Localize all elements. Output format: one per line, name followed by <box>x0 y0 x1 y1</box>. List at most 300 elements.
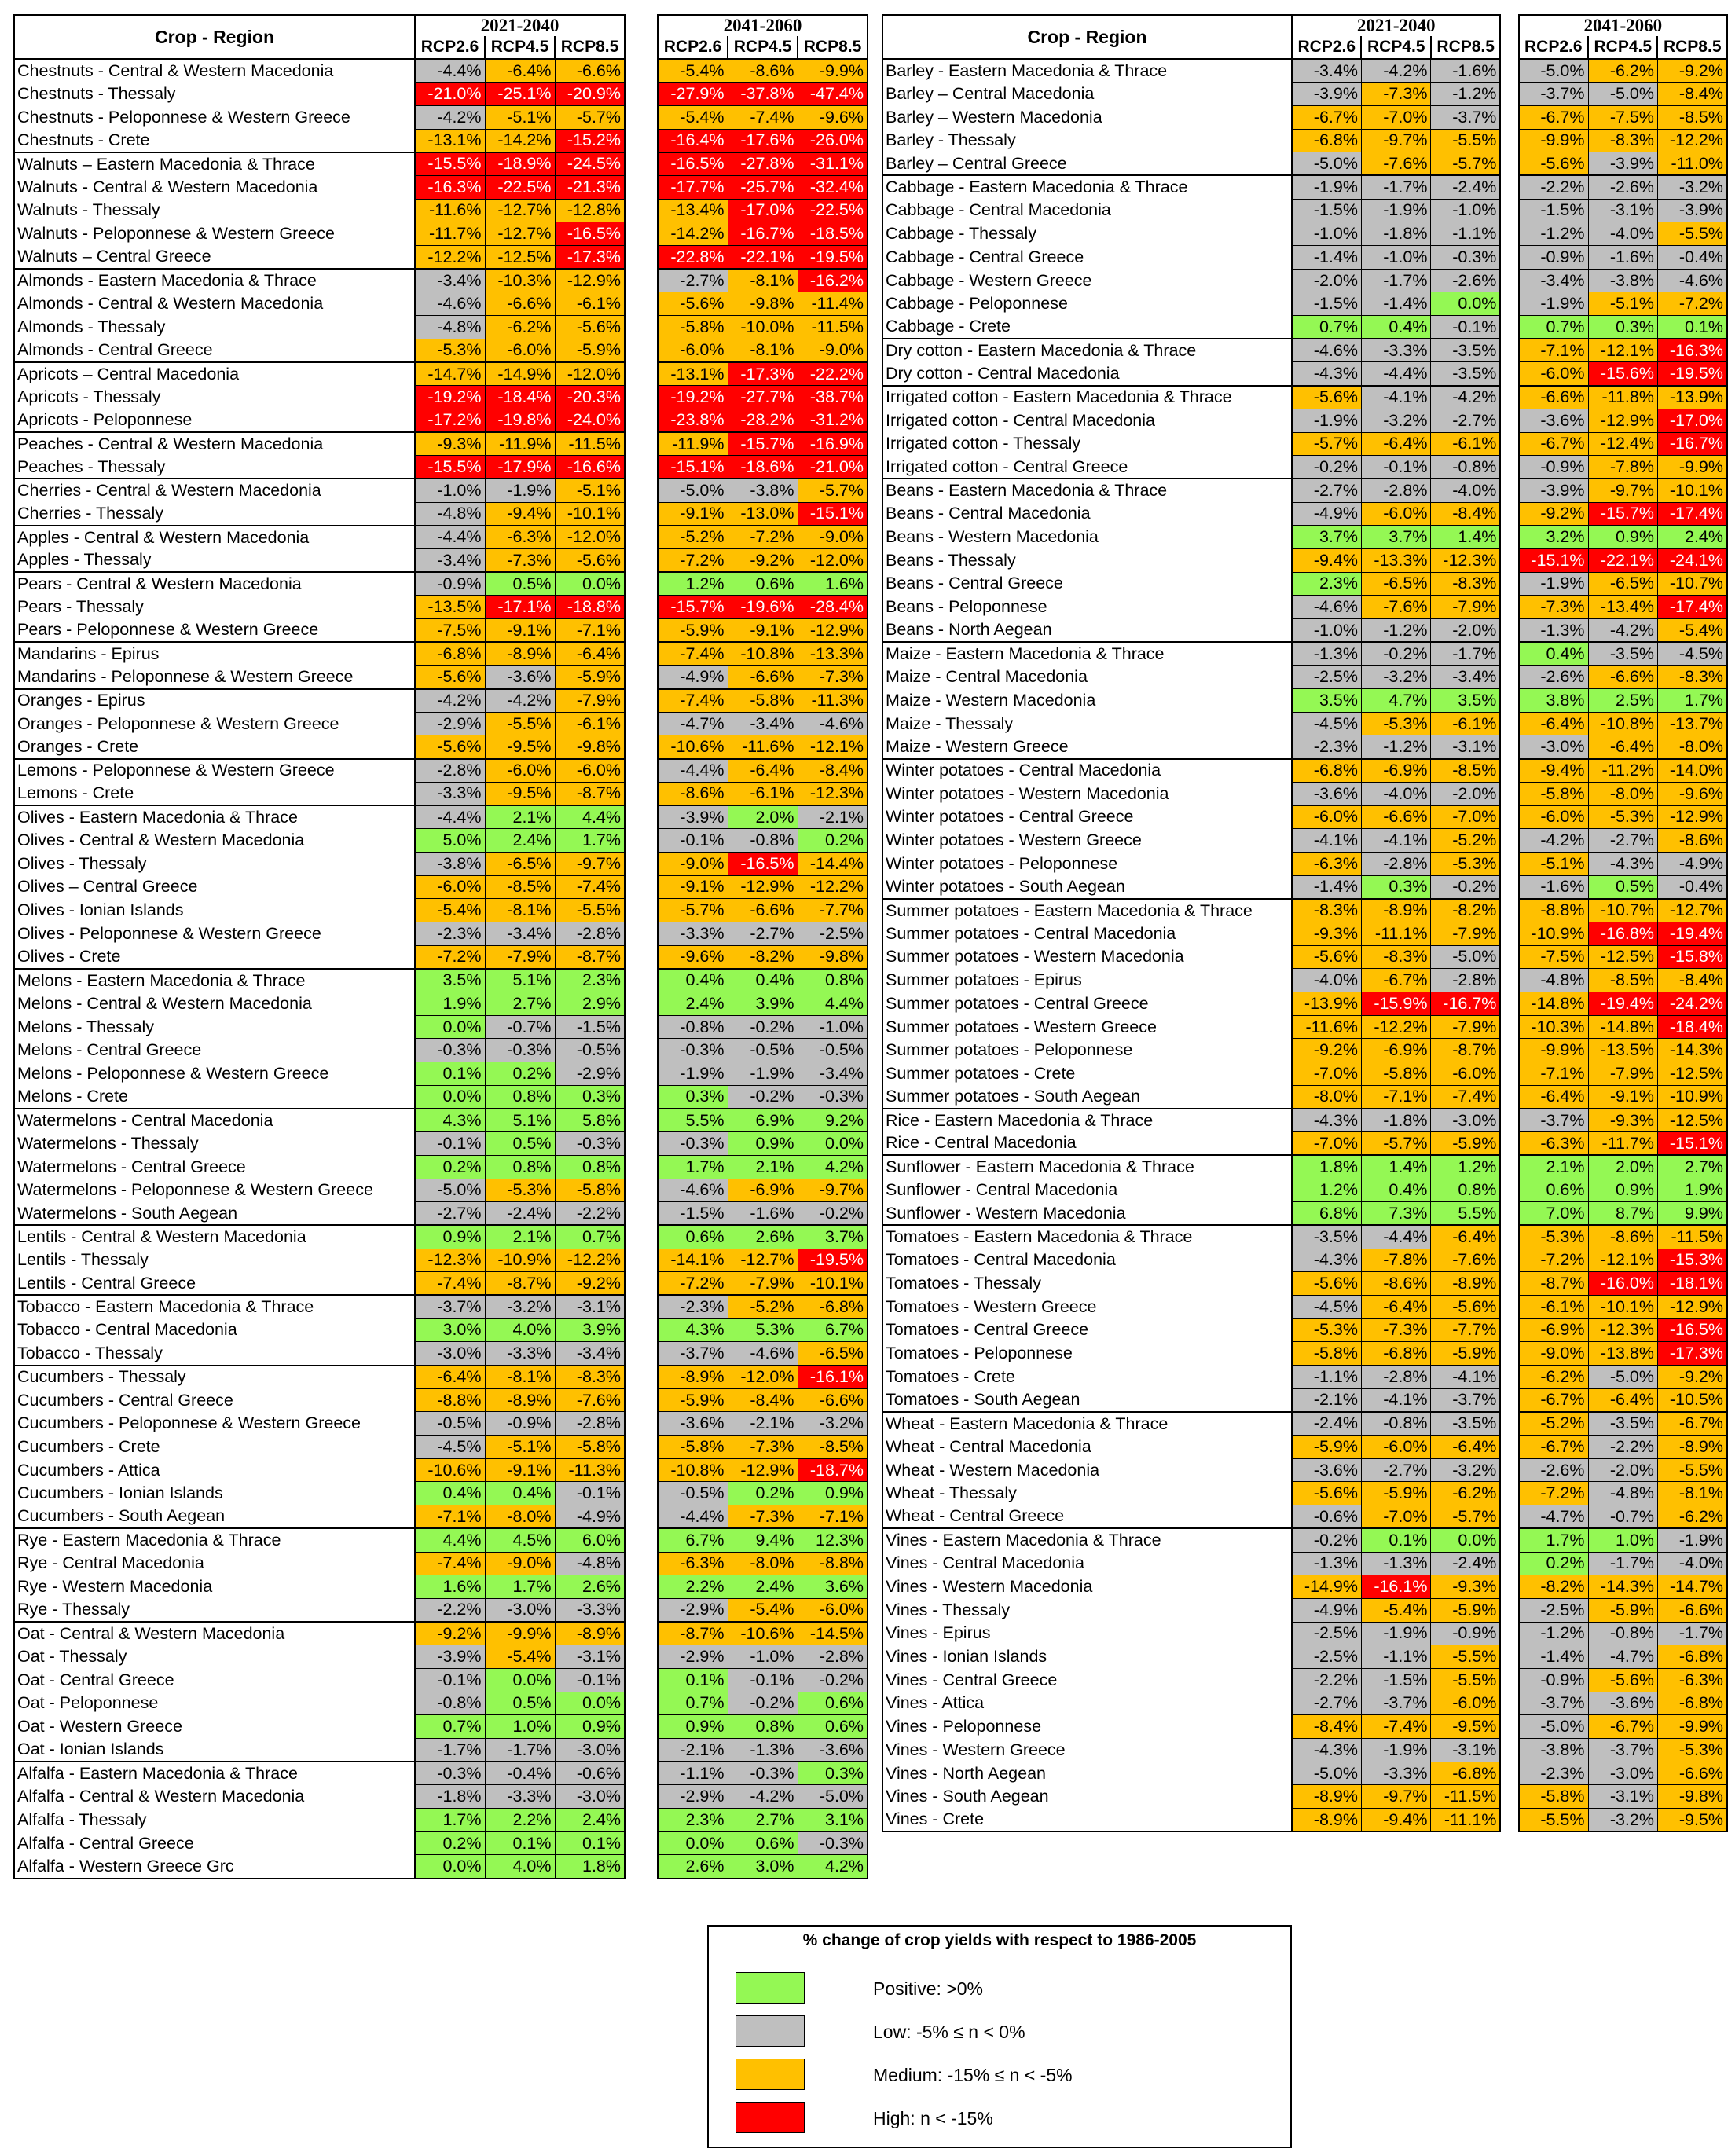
value-cell: 3.1% <box>798 1809 868 1832</box>
value-cell: -19.5% <box>1657 362 1727 386</box>
value-cell: -8.6% <box>1657 829 1727 852</box>
value-cell: -15.1% <box>658 456 728 479</box>
value-cell: 6.7% <box>798 1318 868 1342</box>
value-cell: -16.5% <box>1657 1318 1727 1342</box>
value-cell: -5.9% <box>1431 1598 1500 1622</box>
value-cell: -7.2% <box>728 526 798 549</box>
value-cell: -5.1% <box>485 1436 555 1459</box>
value-cell: -7.3% <box>1361 82 1430 106</box>
value-cell: -3.7% <box>1361 1692 1430 1715</box>
crop-region-cell: Summer potatoes - Peloponnese <box>882 1039 1292 1062</box>
table-row <box>882 1132 1727 1156</box>
value-cell: -9.1% <box>485 619 555 643</box>
value-cell: 0.2% <box>728 1482 798 1505</box>
value-cell: -9.2% <box>555 1272 625 1296</box>
value-cell: -16.3% <box>415 175 485 199</box>
rcp-header: RCP4.5 <box>728 36 798 59</box>
value-cell: 0.2% <box>415 1155 485 1179</box>
value-cell: -3.6% <box>1292 1458 1361 1482</box>
value-cell: -15.5% <box>415 456 485 479</box>
value-cell: 3.5% <box>415 969 485 992</box>
value-cell: -1.9% <box>1292 409 1361 432</box>
value-cell: 0.2% <box>1519 1552 1588 1575</box>
value-cell: -12.5% <box>1657 1062 1727 1086</box>
value-cell: -16.4% <box>658 129 728 152</box>
crop-region-cell: Almonds - Eastern Macedonia & Thrace <box>14 269 415 292</box>
value-cell: 3.6% <box>798 1575 868 1599</box>
value-cell: -25.1% <box>485 82 555 106</box>
value-cell: 2.4% <box>728 1575 798 1599</box>
value-cell: -5.5% <box>555 899 625 922</box>
value-cell: -7.4% <box>658 689 728 713</box>
crop-region-cell: Cucumbers - Central Greece <box>14 1388 415 1412</box>
value-cell: -4.5% <box>1292 712 1361 735</box>
value-cell: -4.6% <box>1292 596 1361 619</box>
legend-title: % change of crop yields with respect to 1986-2005 <box>802 1931 1197 1949</box>
table-row <box>14 82 868 106</box>
value-cell: -12.8% <box>555 199 625 222</box>
value-cell: -1.4% <box>1519 1645 1588 1669</box>
value-cell: -11.1% <box>1361 922 1430 945</box>
value-cell: -8.1% <box>485 1366 555 1389</box>
value-cell: -19.2% <box>415 386 485 409</box>
crop-region-cell: Tomatoes - Eastern Macedonia & Thrace <box>882 1225 1292 1248</box>
value-cell: -10.9% <box>1519 922 1588 945</box>
value-cell: -9.4% <box>1292 548 1361 572</box>
value-cell: 0.9% <box>555 1715 625 1739</box>
crop-region-cell: Wheat - Eastern Macedonia & Thrace <box>882 1412 1292 1436</box>
value-cell: -4.3% <box>1292 1739 1361 1762</box>
value-cell: -14.9% <box>485 362 555 386</box>
table-row <box>882 1342 1727 1366</box>
value-cell: -11.7% <box>415 222 485 246</box>
crop-region-cell: Rice - Eastern Macedonia & Thrace <box>882 1109 1292 1132</box>
value-cell: 0.8% <box>555 1155 625 1179</box>
value-cell: -17.6% <box>728 129 798 152</box>
value-cell: -6.6% <box>1361 805 1430 829</box>
value-cell: -5.3% <box>1519 1225 1588 1248</box>
value-cell: -13.4% <box>658 199 728 222</box>
value-cell: -6.0% <box>485 759 555 783</box>
value-cell: -5.7% <box>1431 1505 1500 1529</box>
value-cell: -8.2% <box>728 945 798 969</box>
value-cell: 0.9% <box>415 1225 485 1248</box>
crop-region-cell: Alfalfa - Western Greece Grc <box>14 1855 415 1879</box>
crop-region-cell: Summer potatoes - Western Macedonia <box>882 945 1292 969</box>
value-cell: -5.4% <box>658 59 728 82</box>
table-row <box>14 1132 868 1156</box>
value-cell: -16.7% <box>1657 432 1727 456</box>
crop-region-cell: Oranges - Crete <box>14 735 415 759</box>
value-cell: -6.0% <box>1519 805 1588 829</box>
value-cell: -5.7% <box>658 899 728 922</box>
value-cell: -16.7% <box>728 222 798 246</box>
rcp-header: RCP8.5 <box>798 36 868 59</box>
value-cell: -4.1% <box>1361 1388 1430 1412</box>
value-cell: 0.5% <box>485 572 555 596</box>
value-cell: 12.3% <box>798 1528 868 1552</box>
table-row <box>882 875 1727 899</box>
value-cell: -1.9% <box>1519 292 1588 316</box>
value-cell: -2.0% <box>1588 1458 1657 1482</box>
crop-region-cell: Melons - Central Greece <box>14 1039 415 1062</box>
value-cell: -0.8% <box>415 1692 485 1715</box>
value-cell: -10.8% <box>658 1458 728 1482</box>
table-row <box>14 316 868 339</box>
value-cell: -8.5% <box>798 1436 868 1459</box>
legend-swatch-positive <box>736 1972 805 2004</box>
value-cell: -5.8% <box>658 1436 728 1459</box>
value-cell: -19.6% <box>728 596 798 619</box>
value-cell: -7.1% <box>1361 1085 1430 1109</box>
value-cell: -38.7% <box>798 386 868 409</box>
value-cell: -2.5% <box>1519 1598 1588 1622</box>
value-cell: -12.2% <box>798 875 868 899</box>
value-cell: -11.5% <box>555 432 625 456</box>
value-cell: -6.6% <box>485 292 555 316</box>
table-row <box>882 852 1727 875</box>
value-cell: -7.4% <box>658 642 728 666</box>
value-cell: 2.6% <box>555 1575 625 1599</box>
value-cell: -17.3% <box>555 246 625 270</box>
crop-region-cell: Tomatoes - Thessaly <box>882 1272 1292 1296</box>
value-cell: 9.2% <box>798 1109 868 1132</box>
value-cell: -1.3% <box>1519 619 1588 643</box>
crop-region-cell: Summer potatoes - Western Greece <box>882 1015 1292 1039</box>
value-cell: -6.4% <box>485 59 555 82</box>
value-cell: -13.3% <box>798 642 868 666</box>
value-cell: -12.7% <box>485 222 555 246</box>
value-cell: 4.7% <box>1361 689 1430 713</box>
value-cell: -20.3% <box>555 386 625 409</box>
value-cell: -2.9% <box>415 712 485 735</box>
table-row <box>882 269 1727 292</box>
table-row <box>14 969 868 992</box>
value-cell: -13.5% <box>1588 1039 1657 1062</box>
crop-region-cell: Tomatoes - Crete <box>882 1366 1292 1389</box>
value-cell: -4.0% <box>1588 222 1657 246</box>
value-cell: 0.3% <box>658 1085 728 1109</box>
crop-region-cell: Beans - Western Macedonia <box>882 526 1292 549</box>
value-cell: -24.1% <box>1657 548 1727 572</box>
value-cell: -1.9% <box>1361 1622 1430 1645</box>
value-cell: 0.0% <box>1431 292 1500 316</box>
value-cell: -6.0% <box>1292 805 1361 829</box>
value-cell: -8.1% <box>728 339 798 362</box>
value-cell: -3.1% <box>1588 1785 1657 1809</box>
value-cell: -5.7% <box>1292 432 1361 456</box>
crop-region-cell: Oat - Ionian Islands <box>14 1739 415 1762</box>
value-cell: -9.5% <box>1431 1715 1500 1739</box>
value-cell: -11.0% <box>1657 152 1727 176</box>
crop-region-cell: Wheat - Central Macedonia <box>882 1436 1292 1459</box>
value-cell: -4.4% <box>658 1505 728 1529</box>
value-cell: -16.5% <box>555 222 625 246</box>
value-cell: -9.7% <box>798 1179 868 1202</box>
value-cell: -4.6% <box>1657 269 1727 292</box>
table-row <box>882 1295 1727 1318</box>
value-cell: -11.9% <box>485 432 555 456</box>
table-row <box>14 1739 868 1762</box>
value-cell: -10.6% <box>415 1458 485 1482</box>
value-cell: -3.6% <box>485 666 555 689</box>
value-cell: -3.6% <box>798 1739 868 1762</box>
value-cell: -9.4% <box>1361 1809 1430 1832</box>
value-cell: 0.9% <box>1588 526 1657 549</box>
value-cell: -9.1% <box>658 875 728 899</box>
value-cell: -8.9% <box>1292 1785 1361 1809</box>
value-cell: -9.7% <box>1361 129 1430 152</box>
table-row <box>14 899 868 922</box>
table-row <box>882 1692 1727 1715</box>
value-cell: 0.6% <box>798 1715 868 1739</box>
value-cell: -6.7% <box>1292 105 1361 129</box>
value-cell: -7.8% <box>1361 1248 1430 1272</box>
table-row <box>882 152 1727 176</box>
value-cell: 7.0% <box>1519 1202 1588 1226</box>
value-cell: -6.4% <box>1361 432 1430 456</box>
value-cell: -10.1% <box>1588 1295 1657 1318</box>
value-cell: 5.8% <box>555 1109 625 1132</box>
table-row <box>882 805 1727 829</box>
rcp-header: RCP4.5 <box>485 36 555 59</box>
value-cell: -8.6% <box>1588 1225 1657 1248</box>
crop-region-cell: Walnuts – Eastern Macedonia & Thrace <box>14 152 415 176</box>
value-cell: -2.7% <box>1588 829 1657 852</box>
value-cell: -32.4% <box>798 175 868 199</box>
value-cell: -7.4% <box>1431 1085 1500 1109</box>
value-cell: 3.5% <box>1292 689 1361 713</box>
value-cell: -5.0% <box>1519 1715 1588 1739</box>
table-row <box>882 666 1727 689</box>
value-cell: -6.0% <box>1519 362 1588 386</box>
value-cell: -12.2% <box>555 1248 625 1272</box>
value-cell: -0.3% <box>798 1832 868 1855</box>
crop-region-cell: Vines - North Aegean <box>882 1762 1292 1785</box>
value-cell: -2.6% <box>1431 269 1500 292</box>
table-row <box>14 1318 868 1342</box>
crop-region-cell: Barley – Central Macedonia <box>882 82 1292 106</box>
value-cell: 1.9% <box>415 992 485 1016</box>
value-cell: -4.3% <box>1292 1248 1361 1272</box>
value-cell: -0.2% <box>1431 875 1500 899</box>
value-cell: -9.8% <box>1657 1785 1727 1809</box>
crop-region-cell: Tomatoes - South Aegean <box>882 1388 1292 1412</box>
value-cell: -7.9% <box>1431 1015 1500 1039</box>
value-cell: -10.3% <box>485 269 555 292</box>
value-cell: 0.4% <box>415 1482 485 1505</box>
value-cell: -8.0% <box>1292 1085 1361 1109</box>
table-row <box>14 642 868 666</box>
value-cell: -6.8% <box>1292 759 1361 783</box>
crop-region-cell: Tomatoes - Western Greece <box>882 1295 1292 1318</box>
value-cell: -2.9% <box>555 1062 625 1086</box>
value-cell: -19.5% <box>798 1248 868 1272</box>
value-cell: -12.2% <box>415 246 485 270</box>
value-cell: -4.4% <box>1361 1225 1430 1248</box>
crop-region-cell: Maize - Central Macedonia <box>882 666 1292 689</box>
value-cell: -11.8% <box>1588 386 1657 409</box>
table-row <box>882 1482 1727 1505</box>
value-cell: 4.2% <box>798 1855 868 1879</box>
value-cell: -0.2% <box>728 1085 798 1109</box>
value-cell: -1.1% <box>1431 222 1500 246</box>
value-cell: -7.8% <box>1588 456 1657 479</box>
crop-region-cell: Cucumbers - Attica <box>14 1458 415 1482</box>
value-cell: 1.6% <box>798 572 868 596</box>
crop-region-cell: Walnuts - Peloponnese & Western Greece <box>14 222 415 246</box>
crop-region-cell: Rye - Central Macedonia <box>14 1552 415 1575</box>
value-cell: 0.6% <box>798 1692 868 1715</box>
value-cell: -1.2% <box>1519 222 1588 246</box>
table-row <box>14 478 868 502</box>
table-row <box>14 386 868 409</box>
value-cell: -12.0% <box>555 526 625 549</box>
value-cell: -7.9% <box>555 689 625 713</box>
rcp-header: RCP2.6 <box>1519 36 1588 59</box>
value-cell: -2.8% <box>1431 969 1500 992</box>
value-cell: -7.0% <box>1361 1505 1430 1529</box>
value-cell: -9.0% <box>1519 1342 1588 1366</box>
value-cell: -6.9% <box>1361 1039 1430 1062</box>
value-cell: -16.7% <box>1431 992 1500 1016</box>
value-cell: -5.3% <box>1431 852 1500 875</box>
value-cell: -5.1% <box>555 478 625 502</box>
crop-region-cell: Vines - Crete <box>882 1809 1292 1832</box>
value-cell: -11.6% <box>728 735 798 759</box>
table-row <box>14 922 868 945</box>
value-cell: -22.1% <box>1588 548 1657 572</box>
value-cell: -0.8% <box>1431 456 1500 479</box>
crop-region-cell: Olives - Thessaly <box>14 852 415 875</box>
value-cell: -0.2% <box>728 1015 798 1039</box>
crop-region-cell: Alfalfa - Central & Western Macedonia <box>14 1785 415 1809</box>
value-cell: -1.1% <box>1361 1645 1430 1669</box>
value-cell: -4.1% <box>1292 829 1361 852</box>
legend-label: Low: -5% ≤ n < 0% <box>873 2022 1025 2042</box>
value-cell: -17.0% <box>1657 409 1727 432</box>
crop-region-cell: Maize - Thessaly <box>882 712 1292 735</box>
value-cell: -8.4% <box>728 1388 798 1412</box>
table-row <box>882 129 1727 152</box>
crop-region-cell: Almonds - Thessaly <box>14 316 415 339</box>
value-cell: -5.8% <box>1292 1342 1361 1366</box>
value-cell: -6.6% <box>1588 666 1657 689</box>
value-cell: 5.0% <box>415 829 485 852</box>
value-cell: 3.8% <box>1519 689 1588 713</box>
value-cell: -1.9% <box>728 1062 798 1086</box>
value-cell: 1.7% <box>658 1155 728 1179</box>
value-cell: -17.2% <box>415 409 485 432</box>
table-row <box>14 1039 868 1062</box>
value-cell: -5.1% <box>1519 852 1588 875</box>
value-cell: -3.8% <box>1519 1739 1588 1762</box>
value-cell: -0.9% <box>485 1412 555 1436</box>
value-cell: -9.0% <box>798 339 868 362</box>
value-cell: -6.4% <box>1588 1388 1657 1412</box>
value-cell: -0.2% <box>1292 456 1361 479</box>
value-cell: -16.1% <box>798 1366 868 1389</box>
value-cell: -15.1% <box>798 502 868 526</box>
value-cell: -0.1% <box>415 1668 485 1692</box>
value-cell: -6.8% <box>1657 1692 1727 1715</box>
table-row <box>14 1272 868 1296</box>
table-row <box>14 1458 868 1482</box>
crop-region-cell: Maize - Western Macedonia <box>882 689 1292 713</box>
table-row <box>882 735 1727 759</box>
value-cell: -6.0% <box>798 1598 868 1622</box>
table-row <box>882 292 1727 316</box>
left-table-body <box>14 59 868 1879</box>
period-header-2041-2060: 2041-2060 <box>658 15 868 36</box>
value-cell: -2.1% <box>1292 1388 1361 1412</box>
value-cell: -1.5% <box>1292 292 1361 316</box>
value-cell: 4.0% <box>485 1855 555 1879</box>
table-row <box>882 456 1727 479</box>
value-cell: -7.1% <box>1519 339 1588 362</box>
value-cell: -8.0% <box>485 1505 555 1529</box>
crop-region-cell: Melons - Crete <box>14 1085 415 1109</box>
value-cell: -13.8% <box>1588 1342 1657 1366</box>
value-cell: -10.0% <box>728 316 798 339</box>
crop-region-cell: Winter potatoes - Central Macedonia <box>882 759 1292 783</box>
table-row <box>882 1179 1727 1202</box>
crop-region-cell: Oranges - Epirus <box>14 689 415 713</box>
value-cell: 0.8% <box>728 1715 798 1739</box>
value-cell: -6.6% <box>555 59 625 82</box>
value-cell: 0.4% <box>728 969 798 992</box>
crop-region-cell: Apricots – Central Macedonia <box>14 362 415 386</box>
value-cell: -1.7% <box>1657 1622 1727 1645</box>
value-cell: -3.3% <box>1361 339 1430 362</box>
crop-region-cell: Beans - Peloponnese <box>882 596 1292 619</box>
value-cell: -5.5% <box>1431 129 1500 152</box>
value-cell: 4.2% <box>798 1155 868 1179</box>
rcp-header: RCP8.5 <box>555 36 625 59</box>
value-cell: 5.1% <box>485 1109 555 1132</box>
value-cell: -6.3% <box>485 526 555 549</box>
value-cell: -5.6% <box>658 292 728 316</box>
value-cell: -8.3% <box>1431 572 1500 596</box>
value-cell: 0.3% <box>555 1085 625 1109</box>
table-row <box>14 829 868 852</box>
value-cell: 2.0% <box>1588 1155 1657 1179</box>
value-cell: -0.1% <box>555 1482 625 1505</box>
value-cell: 4.4% <box>555 805 625 829</box>
value-cell: -12.3% <box>1431 548 1500 572</box>
value-cell: -5.4% <box>415 899 485 922</box>
value-cell: -4.9% <box>555 1505 625 1529</box>
table-row <box>882 1505 1727 1529</box>
table-row <box>14 712 868 735</box>
crop-region-cell: Rye - Thessaly <box>14 1598 415 1622</box>
value-cell: -8.2% <box>1519 1575 1588 1599</box>
value-cell: -5.6% <box>415 735 485 759</box>
value-cell: -4.1% <box>1361 829 1430 852</box>
value-cell: 0.0% <box>798 1132 868 1156</box>
table-row <box>882 526 1727 549</box>
value-cell: -5.9% <box>1292 1436 1361 1459</box>
crop-region-cell: Oat - Central & Western Macedonia <box>14 1622 415 1645</box>
crop-region-cell: Watermelons - Peloponnese & Western Greece <box>14 1179 415 1202</box>
value-cell: 1.8% <box>555 1855 625 1879</box>
value-cell: -8.7% <box>555 782 625 805</box>
value-cell: -21.3% <box>555 175 625 199</box>
value-cell: -11.6% <box>415 199 485 222</box>
value-cell: -7.5% <box>1519 945 1588 969</box>
value-cell: -7.1% <box>798 1505 868 1529</box>
table-row <box>14 1062 868 1086</box>
